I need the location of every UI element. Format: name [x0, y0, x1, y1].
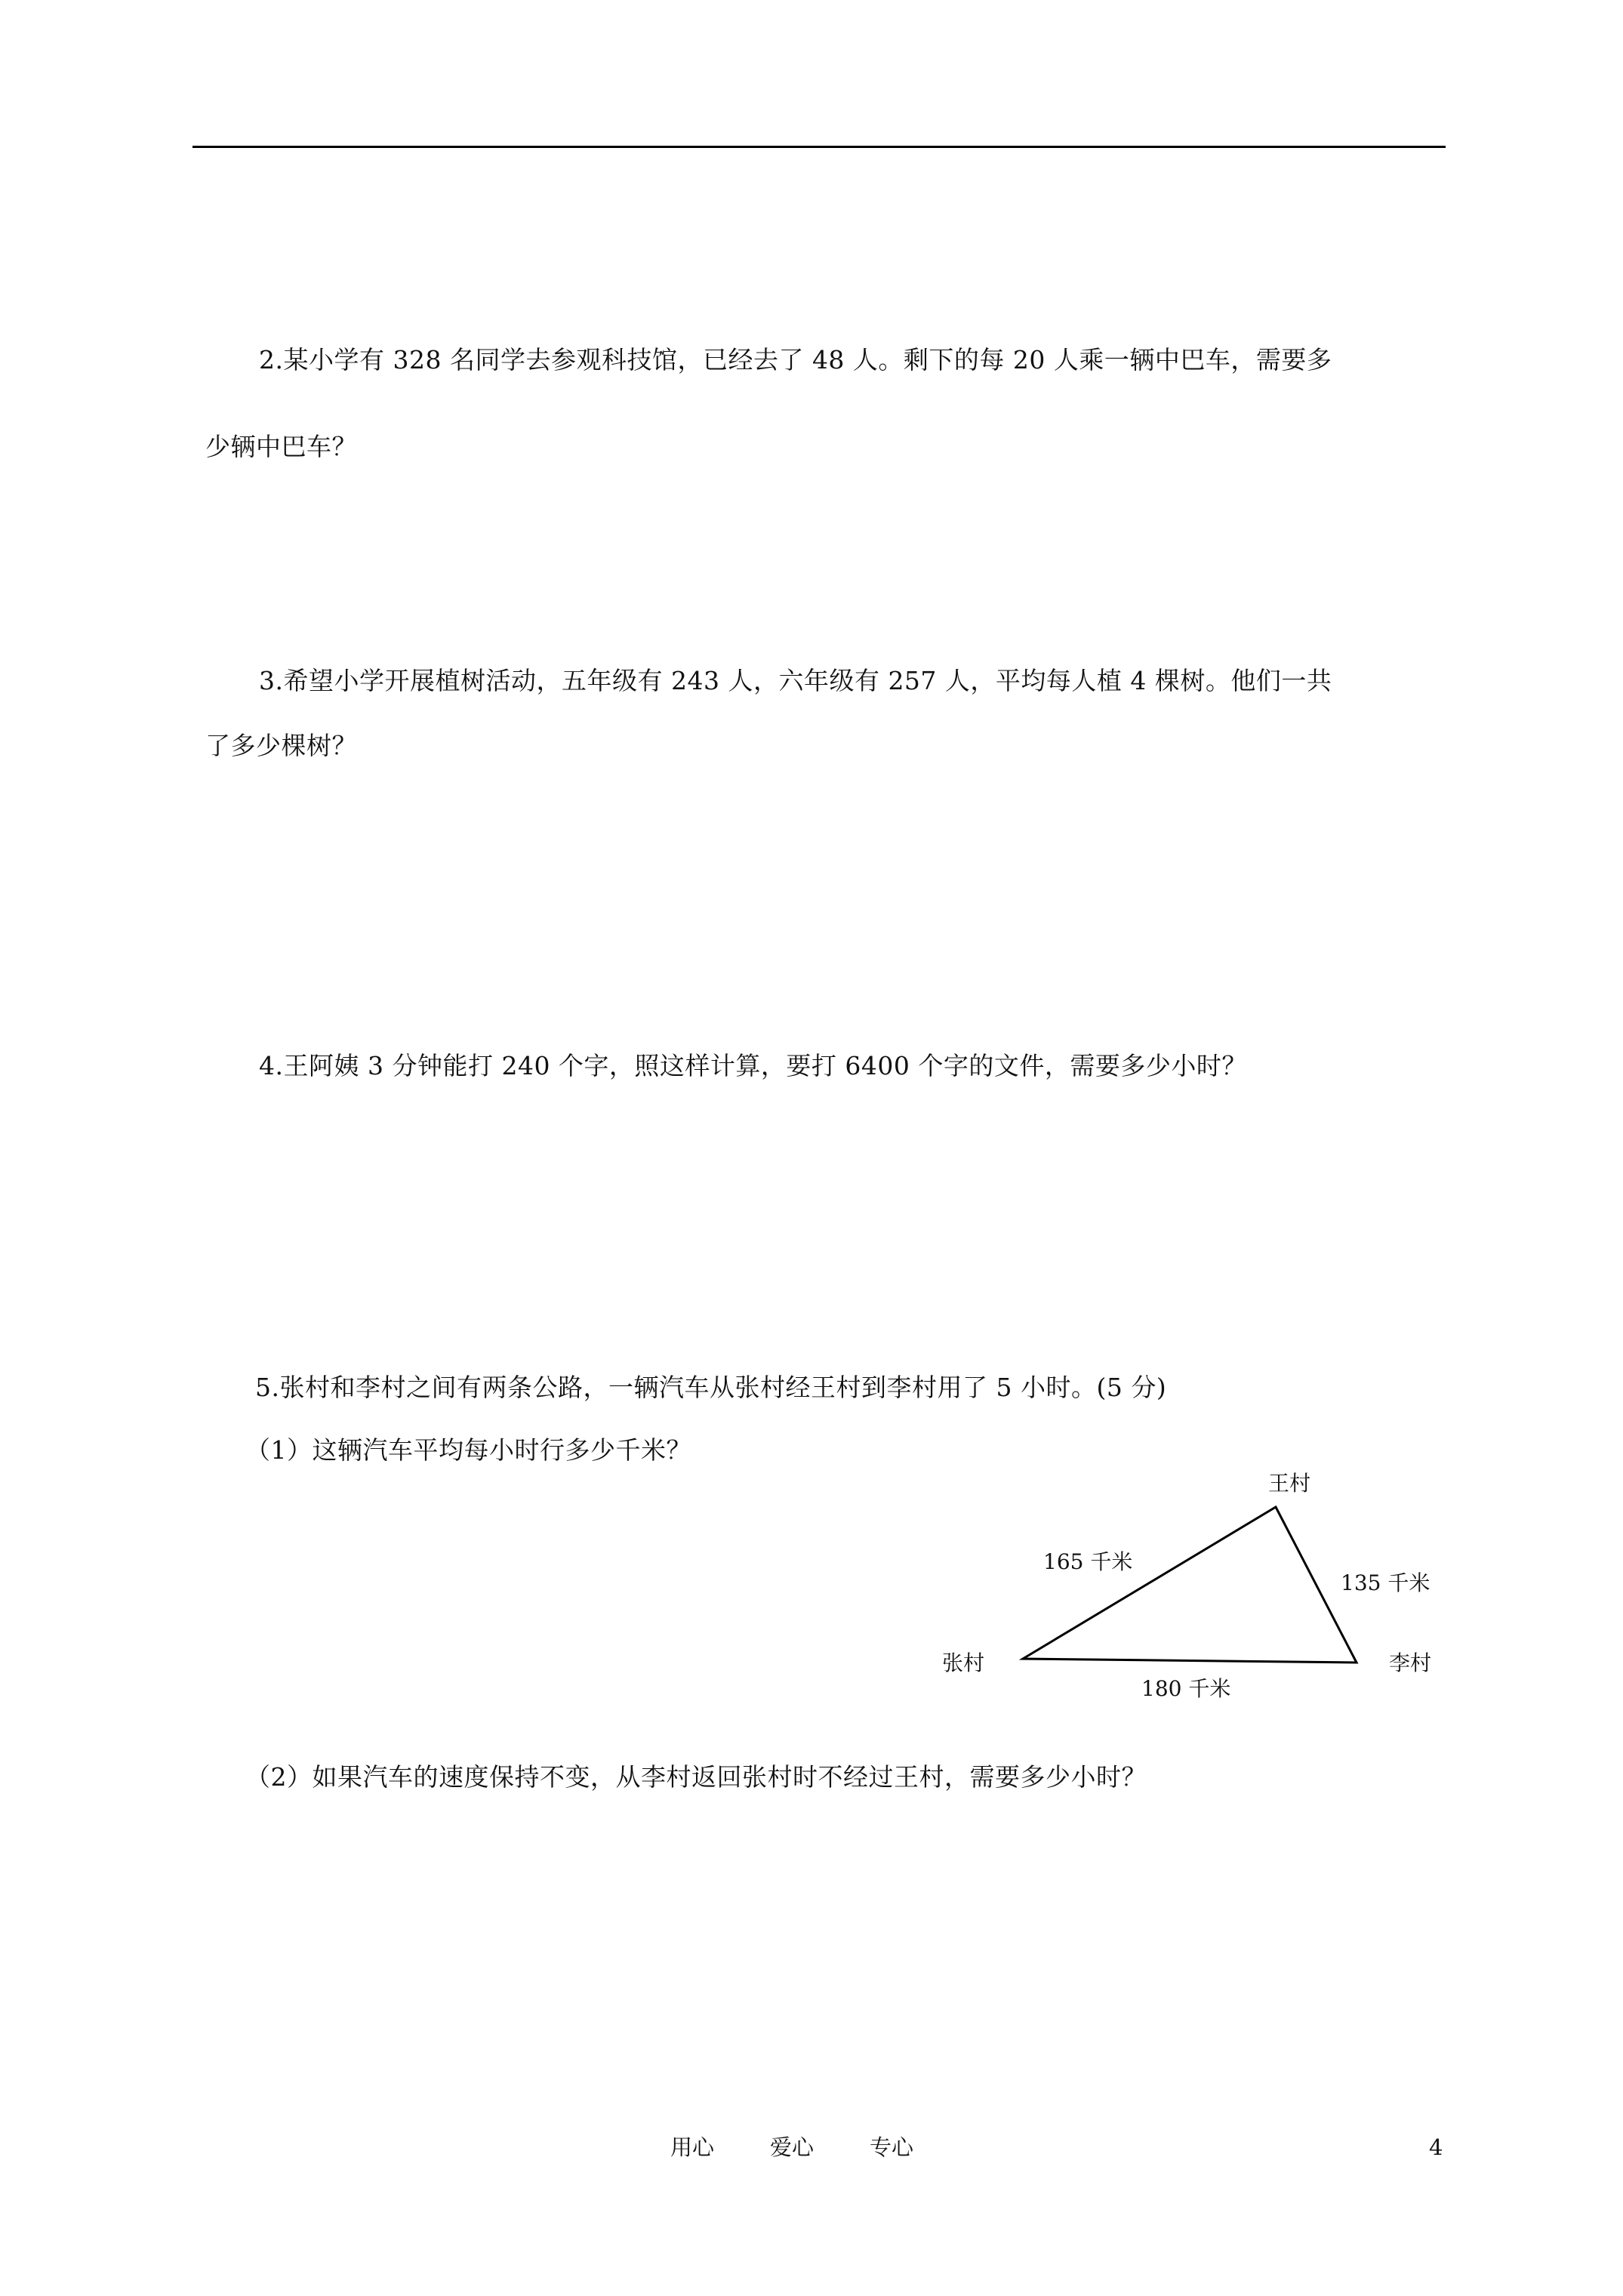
edge-label-zhang-wang: 165 千米 [1043, 1549, 1133, 1574]
edge-label-zhang-li: 180 千米 [1141, 1676, 1231, 1701]
footer-right: 专心 [870, 2134, 914, 2160]
vertex-label-wang: 王村 [1268, 1471, 1311, 1496]
triangle-shape [1023, 1507, 1357, 1663]
question-5-sub-1: （1）这辆汽车平均每小时行多少千米？ [245, 1435, 691, 1465]
edge-label-wang-li: 135 千米 [1341, 1570, 1431, 1595]
triangle-figure [929, 1465, 1457, 1714]
question-5-line-1: 5.张村和李村之间有两条公路，一辆汽车从张村经王村到李村用了 5 小时。(5 分) [255, 1373, 1167, 1402]
question-2-line-2: 少辆中巴车？ [205, 432, 357, 461]
footer-middle: 爱心 [770, 2134, 815, 2160]
question-2-line-1: 2.某小学有 328 名同学去参观科技馆，已经去了 48 人。剩下的每 20 人乘一辆中巴车，需要多 [259, 345, 1332, 374]
question-5-sub-2: （2）如果汽车的速度保持不变，从李村返回张村时不经过王村，需要多少小时？ [245, 1762, 1147, 1792]
triangle-diagram [929, 1465, 1457, 1714]
question-3-line-1: 3.希望小学开展植树活动，五年级有 243 人，六年级有 257 人，平均每人植 4 棵树。他们一共 [259, 666, 1332, 695]
vertex-label-zhang: 张村 [942, 1650, 985, 1675]
vertex-label-li: 李村 [1389, 1650, 1432, 1675]
question-3-line-2: 了多少棵树？ [205, 731, 357, 760]
header-rule [192, 146, 1446, 148]
footer-left: 用心 [670, 2134, 715, 2160]
page-number: 4 [1429, 2134, 1443, 2160]
question-4-line-1: 4.王阿姨 3 分钟能打 240 个字，照这样计算，要打 6400 个字的文件，需要多少小时？ [259, 1051, 1247, 1080]
